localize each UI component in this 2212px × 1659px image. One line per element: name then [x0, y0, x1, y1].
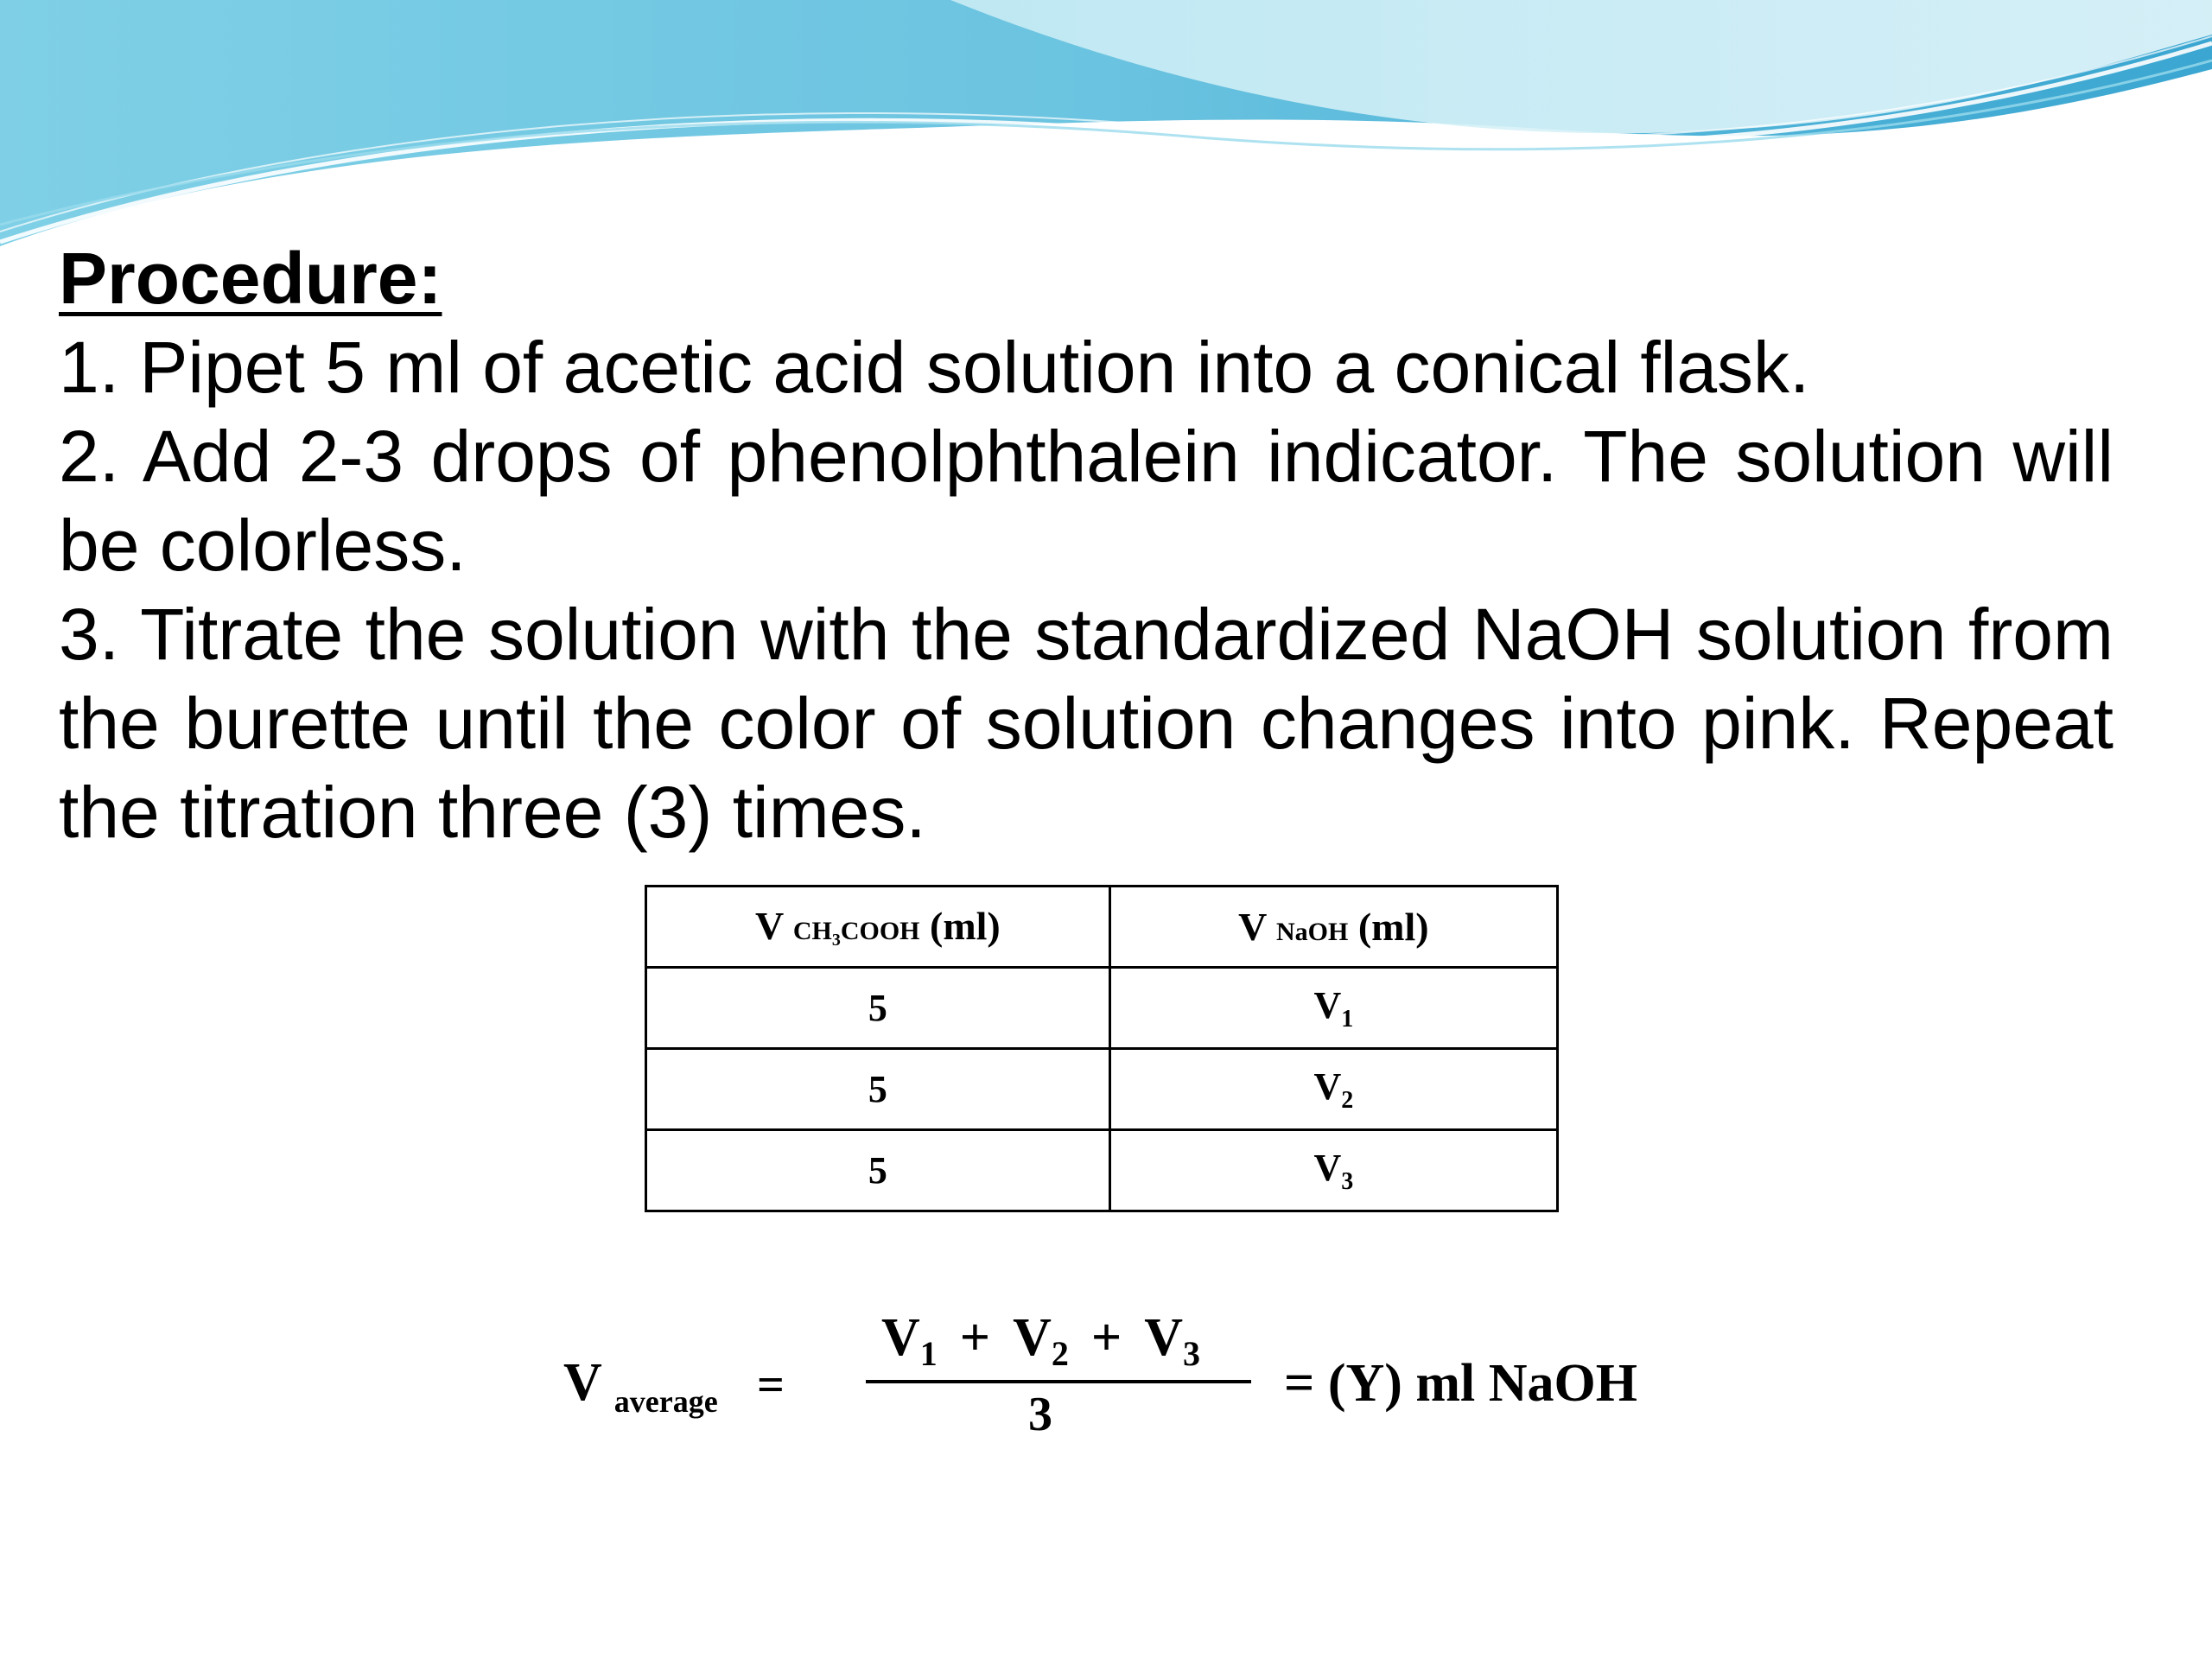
cell-acid-volume: 5 [646, 1130, 1110, 1211]
table-row [646, 1130, 1558, 1211]
formula-numerator: V1 + V2 + V3 [881, 1308, 1201, 1373]
header-naoh-symbol: V [1238, 905, 1267, 949]
cell-naoh-volume: $V_1$ [1109, 968, 1557, 1049]
titration-table [645, 885, 1559, 1212]
formula-lhs: V $_{average}$ [563, 1353, 718, 1419]
formula-denominator: 3 [1028, 1388, 1052, 1441]
header-naoh-formula: NaOH [1276, 918, 1349, 946]
procedure-step-3: 3. Titrate the solution with the standardized NaOH solution from the burette until the color of solution changes into pink. Repeat the titration three (3) times. [59, 594, 2113, 853]
header-acid-formula: $CH_3COOH$ [792, 917, 920, 950]
header-acid-unit: (ml) [930, 904, 1001, 948]
procedure-step-2: 2. Add 2-3 drops of phenolphthalein indicator. The solution will be colorless. [59, 416, 2113, 586]
procedure-heading: Procedure: [59, 238, 442, 319]
header-acid-symbol: V [754, 904, 784, 948]
cell-naoh-volume: $V_2$ [1109, 1049, 1557, 1130]
procedure-steps [59, 323, 2113, 857]
formula-equals-sign: = [757, 1358, 785, 1412]
header-naoh-unit: (ml) [1357, 905, 1429, 949]
procedure-step-1: 1. Pipet 5 ml of acetic acid solution into a conical flask. [59, 327, 1810, 408]
table-row [646, 1049, 1558, 1130]
formula-result: = (Y) ml NaOH [1284, 1354, 1637, 1413]
table-header-row [646, 887, 1558, 968]
header-acetic-acid-volume [646, 887, 1110, 968]
table-row [646, 968, 1558, 1049]
formula-fraction-bar [866, 1380, 1251, 1383]
wave-banner-decoration [0, 0, 2212, 259]
cell-acid-volume: 5 [646, 1049, 1110, 1130]
header-naoh-volume [1109, 887, 1557, 968]
cell-acid-volume: 5 [646, 968, 1110, 1049]
cell-naoh-volume: $V_3$ [1109, 1130, 1557, 1211]
